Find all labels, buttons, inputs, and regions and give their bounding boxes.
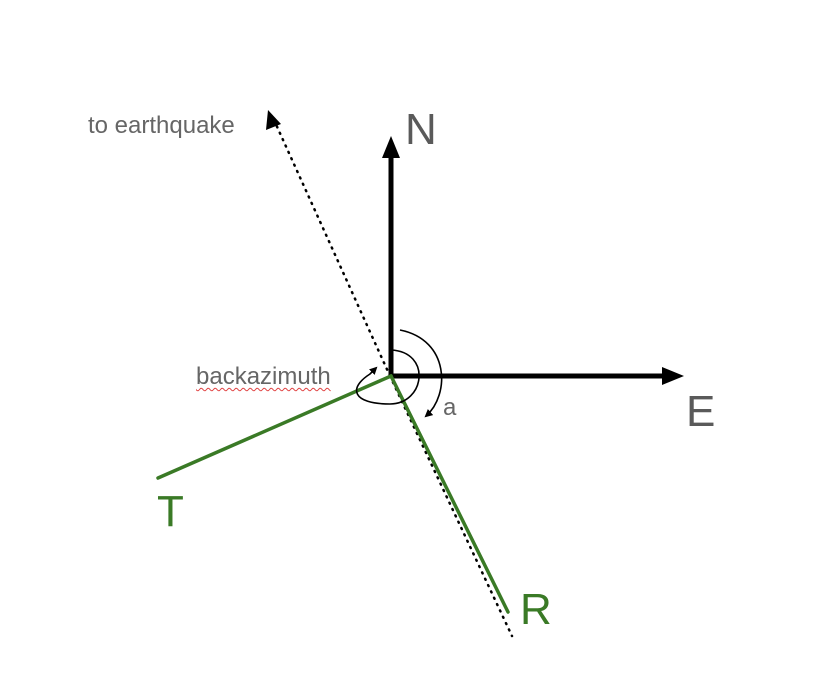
north-arrowhead-icon bbox=[382, 136, 400, 158]
angle-a-label: a bbox=[443, 394, 457, 421]
east-arrowhead-icon bbox=[662, 367, 684, 385]
earthquake-arrow-icon bbox=[266, 110, 281, 130]
backazimuth-label: backazimuth bbox=[196, 363, 331, 390]
radial-label: R bbox=[520, 585, 552, 634]
earthquake-label: to earthquake bbox=[88, 112, 235, 139]
transverse-label: T bbox=[157, 487, 184, 536]
east-label: E bbox=[686, 387, 716, 436]
north-label: N bbox=[405, 105, 437, 154]
earthquake-direction-line bbox=[274, 120, 390, 376]
